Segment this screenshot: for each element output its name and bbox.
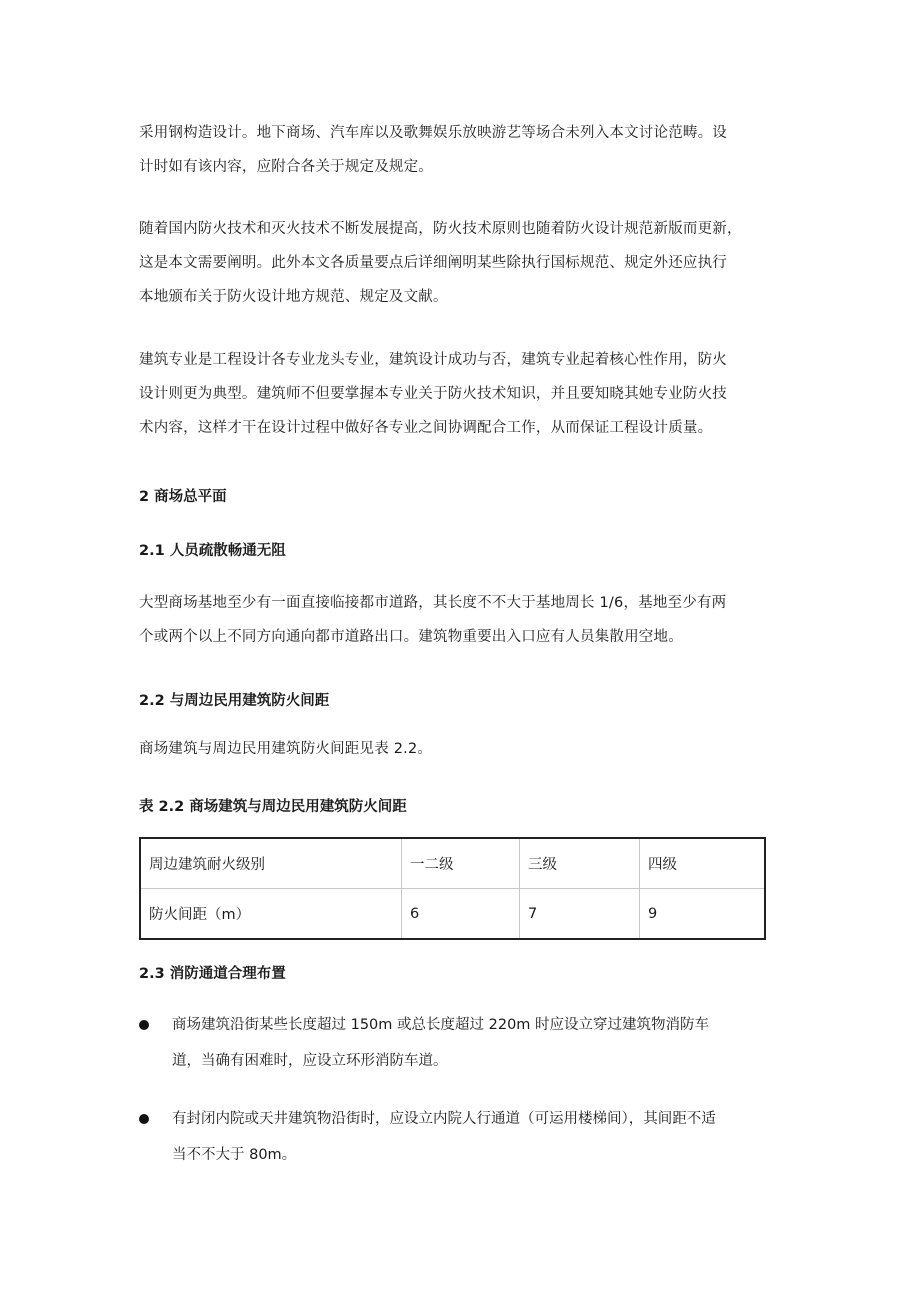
table-cell: 7 — [520, 889, 640, 940]
bullet-icon — [139, 1020, 149, 1030]
table-cell: 周边建筑耐火级别 — [140, 838, 402, 889]
text-line: 道，当确有困难时，应设立环形消防车道。 — [172, 1053, 448, 1069]
paragraph-standards — [139, 212, 789, 314]
paragraph-table-ref — [139, 732, 789, 766]
table-row — [140, 889, 765, 940]
text-line: 本地颁布关于防火设计地方规范、规定及文献。 — [139, 289, 448, 305]
table-cell: 9 — [640, 889, 766, 940]
text-line: 商场建筑与周边民用建筑防火间距见表 2.2。 — [139, 741, 433, 757]
bullet-icon — [139, 1114, 149, 1124]
table-cell: 一二级 — [402, 838, 520, 889]
subsection-heading: 2.1 人员疏散畅通无阻 — [139, 543, 286, 559]
list-item-text — [172, 1101, 792, 1173]
table-row — [140, 838, 765, 889]
text-line: 建筑专业是工程设计各专业龙头专业，建筑设计成功与否，建筑专业起着核心性作用，防火 — [139, 352, 727, 368]
list-item-text — [172, 1007, 792, 1079]
text-line: 计时如有该内容，应附合各关于规定及规定。 — [139, 159, 433, 175]
fire-distance-table — [139, 837, 766, 940]
text-line: 当不不大于 80m。 — [172, 1147, 297, 1163]
table-cell: 三级 — [520, 838, 640, 889]
text-line: 大型商场基地至少有一面直接临接都市道路，其长度不不大于基地周长 1/6，基地至少有两 — [139, 595, 727, 611]
text-line: 这是本文需要阐明。此外本文各质量要点后详细阐明某些除执行国标规范、规定外还应执行 — [139, 255, 727, 271]
paragraph-architecture — [139, 343, 789, 445]
text-line: 商场建筑沿街某些长度超过 150m 或总长度超过 220m 时应设立穿过建筑物消防车 — [172, 1017, 710, 1033]
text-line: 采用钢构造设计。地下商场、汽车库以及歌舞娱乐放映游艺等场合未列入本文讨论范畴。设 — [139, 125, 727, 141]
text-line: 有封闭内院或天井建筑物沿街时，应设立内院人行通道（可运用楼梯间），其间距不适 — [172, 1111, 716, 1127]
table-caption: 表 2.2 商场建筑与周边民用建筑防火间距 — [139, 799, 407, 815]
text-line: 术内容，这样才干在设计过程中做好各专业之间协调配合工作，从而保证工程设计质量。 — [139, 420, 713, 436]
text-line: 个或两个以上不同方向通向都市道路出口。建筑物重要出入口应有人员集散用空地。 — [139, 629, 683, 645]
paragraph-evacuation — [139, 586, 789, 654]
table-cell: 四级 — [640, 838, 766, 889]
text-line: 随着国内防火技术和灭火技术不断发展提高，防火技术原则也随着防火设计规范新版而更新， — [139, 221, 742, 237]
subsection-heading: 2.3 消防通道合理布置 — [139, 966, 286, 982]
text-line: 设计则更为典型。建筑师不但要掌握本专业关于防火技术知识，并且要知晓其她专业防火技 — [139, 386, 727, 402]
section-heading: 2 商场总平面 — [139, 489, 227, 505]
subsection-heading: 2.2 与周边民用建筑防火间距 — [139, 693, 330, 709]
table-cell: 6 — [402, 889, 520, 940]
paragraph-intro — [139, 116, 789, 184]
table-cell: 防火间距（m） — [140, 889, 402, 940]
